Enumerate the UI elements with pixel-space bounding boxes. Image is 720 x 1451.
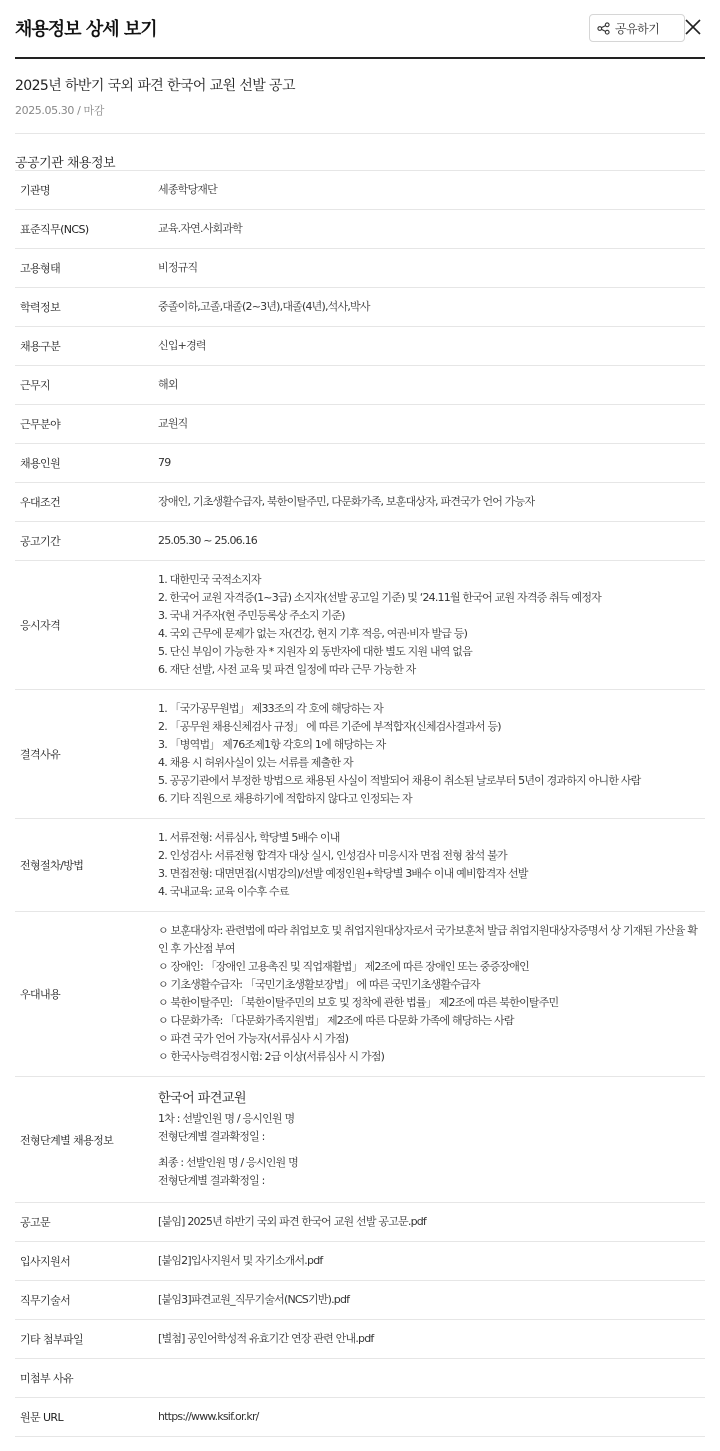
list-item: 2. 한국어 교원 자격증(1~3급) 소지자(선발 공고일 기준) 및 ‘24.11월 한국어 교원 자격증 취득 예정자 (158, 591, 601, 604)
row-label: 학력정보 (20, 301, 61, 314)
close-icon[interactable] (683, 17, 703, 37)
preference-conditions-value: 장애인, 기초생활수급자, 북한이탈주민, 다문화가족, 보훈대상자, 파견국가 언어 가능자 (158, 495, 535, 508)
headcount-value: 79 (158, 456, 171, 469)
row-label: 채용인원 (20, 457, 61, 470)
list-item: 4. 채용 시 허위사실이 있는 서류를 제출한 자 (158, 756, 353, 769)
row-label: 전형단계별 채용정보 (20, 1133, 114, 1147)
row-label: 채용구분 (20, 340, 61, 353)
list-item: ㅇ 북한이탈주민: 「북한이탈주민의 보호 및 정착에 관한 법률」 제2조에 따른 북한이탈주민 (158, 996, 559, 1009)
job-description-file-cell (158, 1291, 705, 1309)
page-header (15, 0, 705, 59)
list-item: ㅇ 기초생활수급자: 「국민기초생활보장법」 에 따른 국민기초생활수급자 (158, 978, 480, 991)
list-item: 3. 「병역법」 제76조제1항 각호의 1에 해당하는 자 (158, 738, 386, 751)
list-item: 4. 국내교육: 교육 이수후 수료 (158, 885, 289, 898)
application-file-cell (158, 1252, 705, 1270)
row-procedure (15, 819, 705, 912)
row-label: 결격사유 (20, 748, 61, 761)
row-education (15, 288, 705, 327)
disqualifications-value (158, 700, 705, 808)
stage-first-block (158, 1089, 701, 1146)
row-hire-type (15, 327, 705, 366)
row-missing-reason (15, 1359, 705, 1398)
divider (15, 133, 705, 134)
row-label: 공고문 (20, 1216, 51, 1229)
qualifications-value (158, 571, 705, 679)
list-item: ㅇ 보훈대상자: 관련법에 따라 취업보호 및 취업지원대상자로서 국가보훈처 발급 취업지원대상자증명서 상 기재된 가산율 확인 후 가산점 부여 (158, 924, 698, 955)
list-item: 1. 대한민국 국적소지자 (158, 573, 261, 586)
ncs-value: 교육.자연.사회과학 (158, 222, 243, 235)
info-table (15, 170, 705, 1437)
job-title: 2025년 하반기 국외 파견 한국어 교원 선발 공고 (15, 78, 295, 94)
list-item: 2. 「공무원 채용신체검사 규정」 에 따른 기준에 부적합자(신체검사결과서 등) (158, 720, 501, 733)
source-url-link[interactable]: https://www.ksif.or.kr/ (158, 1410, 259, 1423)
row-ncs (15, 210, 705, 249)
row-employment-type (15, 249, 705, 288)
list-item: 6. 기타 직원으로 채용하기에 적합하지 않다고 인정되는 자 (158, 792, 412, 805)
row-qualifications (15, 561, 705, 690)
row-label: 전형절차/방법 (20, 859, 84, 872)
first-confirm-text: 전형단계별 결과확정일 : (158, 1130, 265, 1143)
row-field (15, 405, 705, 444)
other-file-link[interactable]: [별첨] 공인어학성적 유효기간 연장 관련 안내.pdf (158, 1332, 374, 1345)
row-notice-file (15, 1203, 705, 1242)
row-period (15, 522, 705, 561)
row-label: 직무기술서 (20, 1294, 71, 1307)
row-label: 우대내용 (20, 988, 61, 1001)
row-label: 우대조건 (20, 496, 61, 509)
share-icon (597, 22, 610, 35)
list-item: 3. 국내 거주자(현 주민등록상 주소지 기준) (158, 609, 345, 622)
section-title: 공공기관 채용정보 (15, 156, 116, 171)
row-agency (15, 171, 705, 210)
source-url-cell (158, 1408, 705, 1426)
row-preference-conditions (15, 483, 705, 522)
share-button-label: 공유하기 (615, 21, 660, 36)
stage-position-name: 한국어 파견교원 (158, 1091, 247, 1106)
row-preferences (15, 912, 705, 1077)
education-value: 중졸이하,고졸,대졸(2~3년),대졸(4년),석사,박사 (158, 300, 370, 313)
list-item: 4. 국외 근무에 문제가 없는 자(건강, 현지 기후 적응, 여권·비자 발급 등) (158, 627, 468, 640)
list-item: 3. 면접전형: 대면면접(시범강의)/선발 예정인원+학당별 3배수 이내 예비합격자 선발 (158, 867, 528, 880)
row-label: 근무지 (20, 379, 51, 392)
list-item: 2. 인성검사: 서류전형 합격자 대상 실시, 인성검사 미응시자 면접 전형 참석 불가 (158, 849, 507, 862)
field-value: 교원직 (158, 417, 188, 430)
row-label: 미첨부 사유 (20, 1372, 74, 1385)
final-round-text: 최종 : 선발인원 명 / 응시인원 명 (158, 1156, 298, 1169)
job-description-file-link[interactable]: [붙임3]파견교원_직무기술서(NCS기반).pdf (158, 1293, 350, 1306)
notice-file-link[interactable]: [붙임] 2025년 하반기 국외 파견 한국어 교원 선발 공고문.pdf (158, 1215, 427, 1228)
period-value: 25.05.30 ~ 25.06.16 (158, 534, 257, 547)
row-label: 표준직무(NCS) (20, 223, 89, 236)
row-source-url (15, 1398, 705, 1437)
row-label: 응시자격 (20, 619, 61, 632)
share-button[interactable] (589, 14, 685, 42)
hire-type-value: 신입+경력 (158, 339, 206, 352)
row-location (15, 366, 705, 405)
list-item: ㅇ 한국사능력검정시험: 2급 이상(서류심사 시 가점) (158, 1050, 385, 1063)
page-title: 채용정보 상세 보기 (15, 19, 157, 40)
list-item: ㅇ 다문화가족: 「다문화가족지원법」 제2조에 따른 다문화 가족에 해당하는 사람 (158, 1014, 514, 1027)
final-confirm-text: 전형단계별 결과확정일 : (158, 1174, 265, 1187)
list-item: 5. 공공기관에서 부정한 방법으로 채용된 사실이 적발되어 채용이 취소된 날로부터 5년이 경과하지 아니한 사람 (158, 774, 641, 787)
row-label: 고용형태 (20, 262, 61, 275)
row-headcount (15, 444, 705, 483)
list-item: 1. 서류전형: 서류심사, 학당별 5배수 이내 (158, 831, 340, 844)
row-label: 공고기간 (20, 535, 61, 548)
row-label: 원문 URL (20, 1411, 63, 1424)
row-label: 근무분야 (20, 418, 61, 431)
list-item: ㅇ 파견 국가 언어 가능자(서류심사 시 가점) (158, 1032, 349, 1045)
stage-info-value (158, 1089, 705, 1190)
preferences-value (158, 922, 705, 1066)
job-date-status: 2025.05.30 / 마감 (15, 104, 104, 117)
first-round-text: 1차 : 선발인원 명 / 응시인원 명 (158, 1112, 295, 1125)
list-item: 5. 단신 부임이 가능한 자 * 지원자 외 동반자에 대한 별도 지원 내역 없음 (158, 645, 472, 658)
row-label: 기타 첨부파일 (20, 1333, 84, 1346)
row-job-description-file (15, 1281, 705, 1320)
employment-type-value: 비정규직 (158, 261, 198, 274)
list-item: 6. 재단 선발, 사전 교육 및 파견 일정에 따라 근무 가능한 자 (158, 663, 416, 676)
row-application-file (15, 1242, 705, 1281)
list-item: 1. 「국가공무원법」 제33조의 각 호에 해당하는 자 (158, 702, 383, 715)
list-item: ㅇ 장애인: 「장애인 고용촉진 및 직업재활법」 제2조에 따른 장애인 또는 중증장애인 (158, 960, 529, 973)
row-label: 입사지원서 (20, 1255, 71, 1268)
row-stage-info (15, 1077, 705, 1203)
location-value: 해외 (158, 378, 178, 391)
procedure-value (158, 829, 705, 901)
row-disqualifications (15, 690, 705, 819)
notice-file-cell (158, 1213, 705, 1231)
other-file-cell (158, 1330, 705, 1348)
row-other-file (15, 1320, 705, 1359)
agency-value: 세종학당재단 (158, 183, 217, 196)
row-label: 기관명 (20, 184, 51, 197)
stage-final-block (158, 1154, 701, 1190)
application-file-link[interactable]: [붙임2]입사지원서 및 자기소개서.pdf (158, 1254, 323, 1267)
